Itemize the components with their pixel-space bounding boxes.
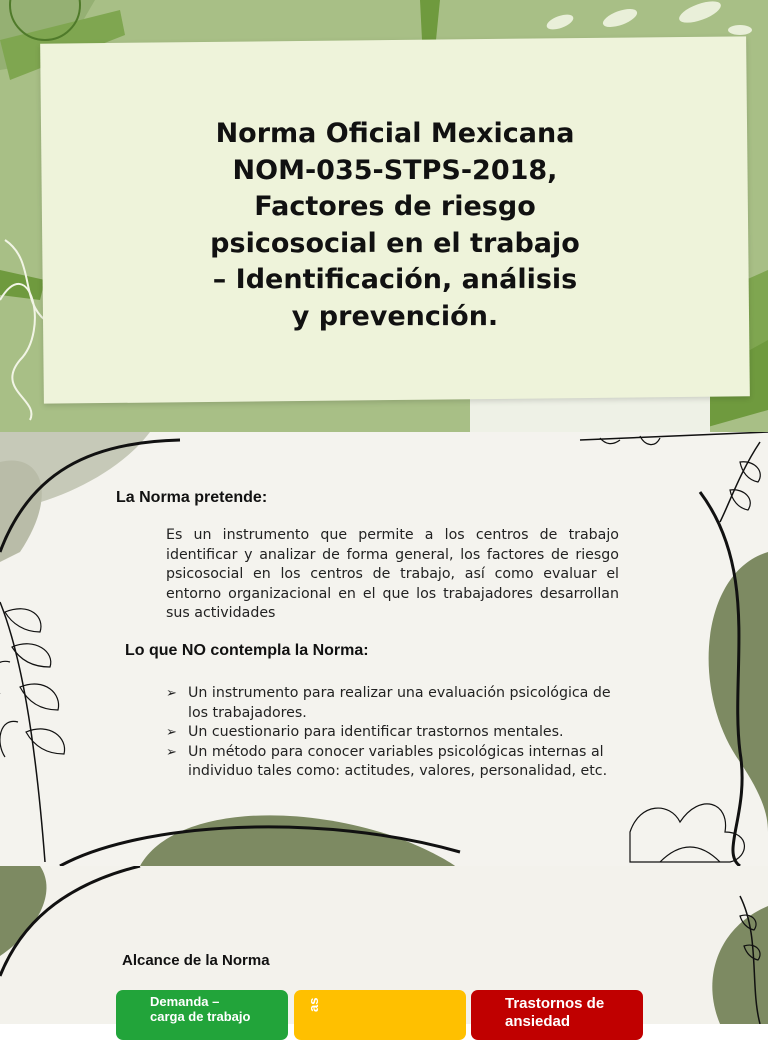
title-line: NOM-035-STPS-2018,	[232, 154, 558, 186]
list-item-text: Un cuestionario para identificar trastornos mentales.	[188, 724, 564, 740]
scope-box-label-line: carga de trabajo	[150, 1009, 251, 1024]
presentation-title	[150, 116, 640, 335]
scope-box-label-line: Trastornos de	[505, 995, 605, 1012]
scope-box-label	[505, 995, 604, 1031]
arrow-bullet-icon: ➢	[166, 744, 177, 760]
title-line: – Identificación, análisis	[212, 264, 578, 295]
scope-box-trastornos	[471, 990, 643, 1040]
norma-slide	[0, 432, 768, 866]
exclusions-list	[166, 684, 616, 782]
heading-alcance: Alcance de la Norma	[122, 952, 270, 969]
scope-box-yellow	[294, 990, 466, 1040]
scope-box-demanda	[116, 990, 288, 1040]
scope-box-label-line: ansiedad	[505, 1013, 571, 1030]
title-slide	[0, 0, 768, 432]
list-item-text: Un método para conocer variables psicológicas internas al individuo tales como: actitudes, valores, personalidad, etc.	[188, 743, 608, 779]
arrow-bullet-icon: ➢	[166, 686, 177, 701]
list-item	[166, 684, 616, 723]
title-line: psicosocial en el trabajo	[210, 227, 580, 259]
title-line: Norma Oficial Mexicana	[215, 118, 575, 149]
title-line: Factores de riesgo	[254, 191, 536, 222]
title-line: y prevención.	[291, 300, 499, 332]
list-item	[166, 723, 616, 743]
heading-no-contempla: Lo que NO contempla la Norma:	[125, 642, 369, 659]
scope-box-label	[150, 994, 250, 1024]
scope-box-label: as	[306, 997, 321, 1012]
list-item-text: Un instrumento para realizar una evaluación psicológica de los trabajadores.	[188, 685, 611, 721]
arrow-bullet-icon: ➢	[166, 725, 177, 740]
scope-box-label-line: Demanda –	[150, 994, 220, 1009]
list-item	[166, 743, 616, 782]
norma-description: Es un instrumento que permite a los centros de trabajo identificar y analizar de forma general, los factores de riesgo psicosocial en los centros de trabajo, así como evaluar el entorno organizacional en el que los trabajadores desarrollan sus actividades	[166, 527, 619, 621]
heading-norma-pretende: La Norma pretende:	[116, 489, 268, 506]
